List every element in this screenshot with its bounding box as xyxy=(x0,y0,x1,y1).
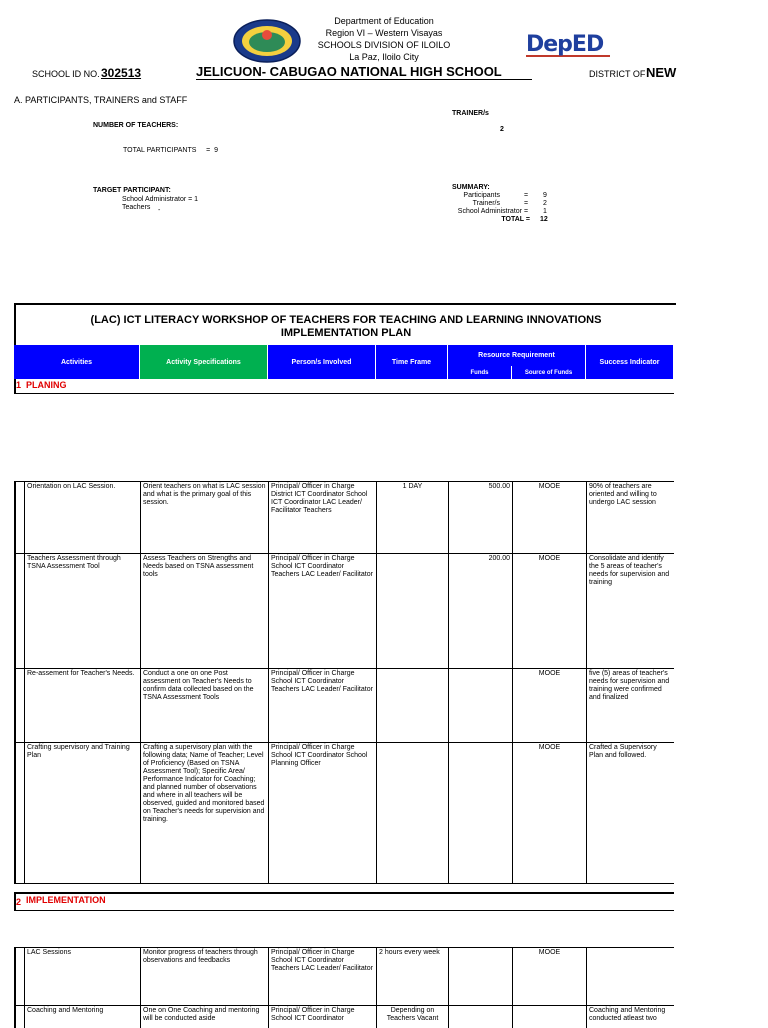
table-row xyxy=(14,947,674,1006)
table-row xyxy=(14,1005,674,1028)
cell-spec: Orient teachers on what is LAC session and what is the primary goal of this session. xyxy=(140,482,268,554)
cell-persons: Principal/ Officer in Charge District ICT Coordinator School ICT Coordinator LAC Leader/ Facilitator Teachers xyxy=(268,482,376,554)
row-marker xyxy=(14,1006,24,1028)
summary-label-total: TOTAL = xyxy=(501,216,530,223)
header-source: Source of Funds xyxy=(512,366,586,379)
section-label: PLANING xyxy=(26,380,67,390)
summary-value: 1 xyxy=(543,208,547,215)
trainers-label: TRAINER/s xyxy=(452,110,489,117)
num-teachers-label: NUMBER OF TEACHERS: xyxy=(93,122,179,129)
section-a-title: A. PARTICIPANTS, TRAINERS and STAFF xyxy=(14,95,188,105)
summary-value: 2 xyxy=(543,200,547,207)
plan-title-box xyxy=(14,303,676,347)
school-name: JELICUON- CABUGAO NATIONAL HIGH SCHOOL xyxy=(196,64,532,80)
cell-activity: LAC Sessions xyxy=(24,948,140,1006)
cell-source: MOOE xyxy=(512,554,586,669)
row-marker xyxy=(14,482,24,554)
summary-row xyxy=(440,192,560,200)
cell-source: MOOE xyxy=(512,948,586,1006)
header-funds: Funds xyxy=(448,366,512,379)
header-specs: Activity Specifications xyxy=(140,345,268,379)
section-planing xyxy=(14,379,674,394)
row-marker xyxy=(14,743,24,883)
cell-source: MOOE xyxy=(512,743,586,883)
cell-indicator: five (5) areas of teacher's needs for supervision and training were confirmed and finalized xyxy=(586,669,674,743)
summary-label-trainers: Trainer/s xyxy=(472,200,500,207)
school-id-label: SCHOOL ID NO. xyxy=(32,69,100,79)
deped-logo xyxy=(526,32,610,57)
row-marker xyxy=(14,554,24,669)
cell-funds xyxy=(448,1006,512,1028)
target-teachers: Teachers xyxy=(122,204,151,211)
cell-persons: Principal/ Officer in Charge School ICT Coordinator Teachers LAC Leader/ Facilitator xyxy=(268,554,376,669)
plan-title-line1: (LAC) ICT LITERACY WORKSHOP OF TEACHERS FOR TEACHING AND LEARNING INNOVATIONS xyxy=(90,314,602,326)
cell-indicator xyxy=(586,948,674,1006)
table-row xyxy=(14,742,674,884)
header-indicator: Success Indicator xyxy=(586,345,674,379)
header-activities: Activities xyxy=(14,345,140,379)
trainers-value: 2 xyxy=(500,126,504,133)
cell-activity: Coaching and Mentoring xyxy=(24,1006,140,1028)
cell-funds xyxy=(448,669,512,743)
row-marker xyxy=(14,948,24,1006)
section-implementation xyxy=(14,892,674,911)
cell-activity: Teachers Assessment through TSNA Assessment Tool xyxy=(24,554,140,669)
section-number: 1 xyxy=(16,380,22,390)
cell-indicator: Crafted a Supervisory Plan and followed. xyxy=(586,743,674,883)
cell-persons: Principal/ Officer in Charge School ICT Coordinator School Planning Officer xyxy=(268,743,376,883)
plan-title-line2: IMPLEMENTATION PLAN xyxy=(280,327,412,339)
summary-row-total xyxy=(440,216,560,224)
header-division: SCHOOLS DIVISION OF ILOILO xyxy=(317,40,451,50)
section-label: IMPLEMENTATION xyxy=(26,895,106,905)
summary-eq: = xyxy=(524,192,529,199)
cell-persons: Principal/ Officer in Charge School ICT Coordinator Teachers LAC Leader/ Facilitator xyxy=(268,669,376,743)
cell-funds: 200.00 xyxy=(448,554,512,669)
cell-spec: Crafting a supervisory plan with the following data; Name of Teacher; Level of Proficiency (Based on TSNA Assessment Tool); Specific Area/ Performance Indicator for Coaching; and planned number of observations and where in all teachers will be observed, guided and monitored based on Teacher's needs for supervision and training. xyxy=(140,743,268,883)
cell-spec: Conduct a one on one Post assessment on Teacher's Needs to confirm data collected based on the TSNA Assessment Tools xyxy=(140,669,268,743)
summary-row xyxy=(440,208,560,216)
summary-label-admin: School Administrator xyxy=(457,208,522,215)
summary-label: SUMMARY: xyxy=(452,184,490,191)
summary-table xyxy=(440,192,560,224)
cell-funds: 500.00 xyxy=(448,482,512,554)
cell-source: MOOE xyxy=(512,482,586,554)
summary-value: 12 xyxy=(540,216,548,223)
summary-label-participants: Participants xyxy=(463,192,500,199)
cell-spec: Monitor progress of teachers through observations and feedbacks xyxy=(140,948,268,1006)
row-marker xyxy=(14,669,24,743)
summary-eq: = xyxy=(524,208,529,215)
summary-value: 9 xyxy=(543,192,547,199)
cell-spec: One on One Coaching and mentoring will be conducted aside xyxy=(140,1006,268,1028)
cell-time xyxy=(376,554,448,669)
header-dept: Department of Education xyxy=(334,16,434,26)
school-id: 302513 xyxy=(101,66,142,80)
cell-source xyxy=(512,1006,586,1028)
cell-time: 1 DAY xyxy=(376,482,448,554)
cell-indicator: Consolidate and identify the 5 areas of teacher's needs for supervision and training xyxy=(586,554,674,669)
cell-indicator: Coaching and Mentoring conducted atleast two xyxy=(586,1006,674,1028)
table-row xyxy=(14,553,674,669)
total-participants: TOTAL PARTICIPANTS = 9 xyxy=(123,147,218,154)
table-row xyxy=(14,668,674,743)
header-location: La Paz, Iloilo City xyxy=(349,52,419,62)
district-name: NEW xyxy=(646,65,677,80)
summary-row xyxy=(440,200,560,208)
cell-funds xyxy=(448,948,512,1006)
cell-activity: Crafting supervisory and Training Plan xyxy=(24,743,140,883)
header-persons: Person/s Involved xyxy=(268,345,376,379)
deped-logo-text: DepED xyxy=(526,32,604,57)
cell-persons: Principal/ Officer in Charge School ICT Coordinator Teachers LAC Leader/ Facilitator xyxy=(268,948,376,1006)
cell-funds xyxy=(448,743,512,883)
deped-seal xyxy=(232,18,302,64)
district-label: DISTRICT OF xyxy=(589,69,646,79)
target-admin: School Administrator = 1 xyxy=(122,196,199,203)
cell-persons: Principal/ Officer in Charge School ICT Coordinator xyxy=(268,1006,376,1028)
cell-spec: Assess Teachers on Strengths and Needs based on TSNA assessment tools xyxy=(140,554,268,669)
header-region: Region VI – Western Visayas xyxy=(325,28,443,38)
target-teachers-value: - xyxy=(158,207,161,214)
cell-source: MOOE xyxy=(512,669,586,743)
cell-time: 2 hours every week xyxy=(376,948,448,1006)
cell-time: Depending on Teachers Vacant xyxy=(376,1006,448,1028)
cell-time xyxy=(376,743,448,883)
cell-indicator: 90% of teachers are oriented and willing to undergo LAC session xyxy=(586,482,674,554)
header-resource: Resource Requirement xyxy=(448,345,586,366)
cell-time xyxy=(376,669,448,743)
cell-activity: Re-assement for Teacher's Needs. xyxy=(24,669,140,743)
table-row xyxy=(14,481,674,554)
header-time: Time Frame xyxy=(376,345,448,379)
section-number: 2 xyxy=(16,897,22,907)
target-label: TARGET PARTICIPANT: xyxy=(93,187,171,194)
cell-activity: Orientation on LAC Session. xyxy=(24,482,140,554)
summary-eq: = xyxy=(524,200,529,207)
